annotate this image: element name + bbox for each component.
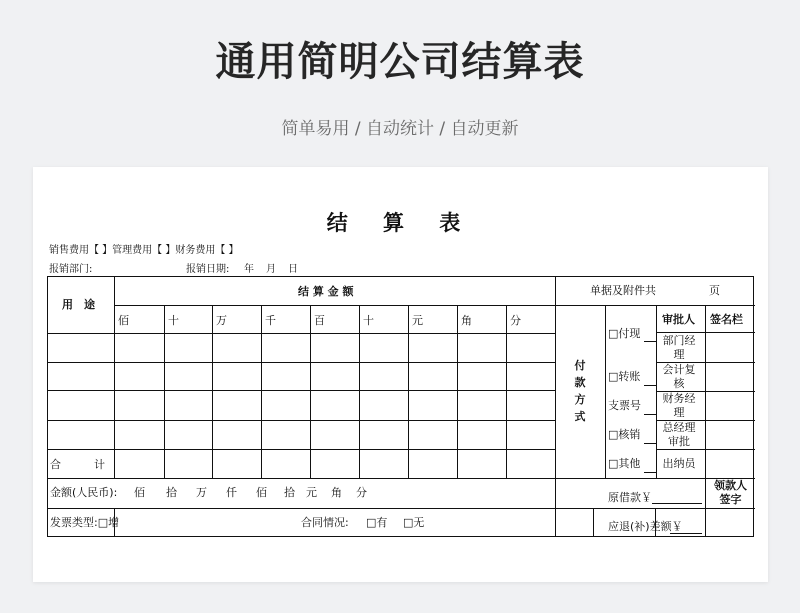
purpose-header: 用 途	[62, 298, 95, 311]
page-subtitle: 简单易用 / 自动统计 / 自动更新	[281, 119, 519, 139]
rmb-unit: 分	[356, 486, 367, 499]
grid-line	[644, 443, 656, 444]
grid-line	[114, 277, 115, 478]
rmb-unit: 拾	[166, 486, 177, 499]
grid-line	[555, 305, 755, 306]
digit-unit: 元	[412, 314, 423, 327]
payment-option-writeoff: □核销	[608, 428, 641, 441]
amount-header: 结 算 金 额	[298, 285, 354, 298]
approver-accounting-review: 会计复核	[662, 363, 696, 390]
grid-line	[605, 305, 606, 478]
grid-line	[48, 420, 555, 421]
grid-line	[656, 305, 657, 478]
grid-line	[555, 277, 556, 536]
grid-line	[48, 478, 755, 479]
approver-header: 审批人	[662, 313, 695, 326]
rmb-unit: 万	[196, 486, 207, 499]
digit-unit: 百	[314, 314, 325, 327]
digit-unit: 角	[461, 314, 472, 327]
approver-general-manager: 总经理审批	[662, 421, 696, 448]
date-year: 年	[244, 264, 254, 275]
grid-line	[48, 449, 555, 450]
rmb-unit: 角	[331, 486, 342, 499]
contract-yes-checkbox: □有	[366, 516, 388, 529]
rmb-unit: 仟	[226, 486, 237, 499]
grid-line	[644, 414, 656, 415]
rmb-unit: 拾	[284, 486, 295, 499]
grid-line	[359, 305, 360, 478]
date-day: 日	[288, 264, 298, 275]
grid-line	[644, 341, 656, 342]
grid-line	[48, 362, 555, 363]
grid-line	[644, 385, 656, 386]
contract-no-checkbox: □无	[403, 516, 425, 529]
expense-type-line: 销售费用【 】管理费用【 】财务费用【 】	[49, 245, 239, 256]
signature-header: 签名栏	[710, 313, 743, 326]
grid-line	[114, 305, 555, 306]
grid-line	[670, 533, 702, 534]
approver-dept-manager: 部门经理	[662, 334, 696, 361]
payment-method-label: 付 款 方 式	[574, 359, 586, 423]
date-label: 报销日期:	[186, 264, 230, 275]
digit-unit: 分	[510, 314, 521, 327]
grid-line	[48, 333, 555, 334]
settlement-table	[47, 276, 754, 537]
invoice-type-label: 发票类型:□增	[50, 516, 120, 529]
payment-option-cash: □付现	[608, 327, 641, 340]
grid-line	[212, 305, 213, 478]
digit-unit: 十	[363, 314, 374, 327]
amount-rmb-label: 金额(人民币):	[50, 486, 118, 499]
rmb-unit: 元	[306, 486, 317, 499]
digit-unit: 千	[265, 314, 276, 327]
attachments-label: 单据及附件共	[590, 284, 656, 297]
grid-line	[652, 503, 702, 504]
grid-line	[164, 305, 165, 478]
approver-finance-manager: 财务经理	[662, 392, 696, 419]
page-unit: 页	[709, 284, 720, 297]
digit-unit: 万	[216, 314, 227, 327]
grid-line	[48, 508, 755, 509]
grid-line	[261, 305, 262, 478]
grid-line	[457, 305, 458, 478]
form-title: 结 算 表	[326, 211, 475, 235]
approver-cashier: 出纳员	[662, 457, 696, 470]
grid-line	[310, 305, 311, 478]
payment-option-other: □其他	[608, 457, 641, 470]
recipient-sign-label: 领款人 签字	[714, 479, 747, 506]
original-loan-label: 原借款￥	[608, 491, 652, 504]
rmb-unit: 佰	[134, 486, 145, 499]
dept-label: 报销部门:	[49, 264, 93, 275]
contract-status-label: 合同情况:	[301, 516, 349, 529]
grid-line	[506, 305, 507, 478]
grid-line	[48, 390, 555, 391]
digit-unit: 十	[168, 314, 179, 327]
rmb-unit: 佰	[256, 486, 267, 499]
total-label: 合 计	[50, 458, 105, 471]
digit-unit: 佰	[118, 314, 129, 327]
page-title: 通用简明公司结算表	[215, 39, 585, 85]
grid-line	[408, 305, 409, 478]
refund-diff-label: 应退(补)差额￥	[608, 520, 683, 533]
grid-line	[593, 508, 594, 537]
form-sheet	[33, 167, 768, 582]
grid-line	[644, 472, 656, 473]
date-month: 月	[266, 264, 276, 275]
payment-option-transfer: □转账	[608, 370, 641, 383]
payment-option-cheque: 支票号	[608, 399, 641, 412]
